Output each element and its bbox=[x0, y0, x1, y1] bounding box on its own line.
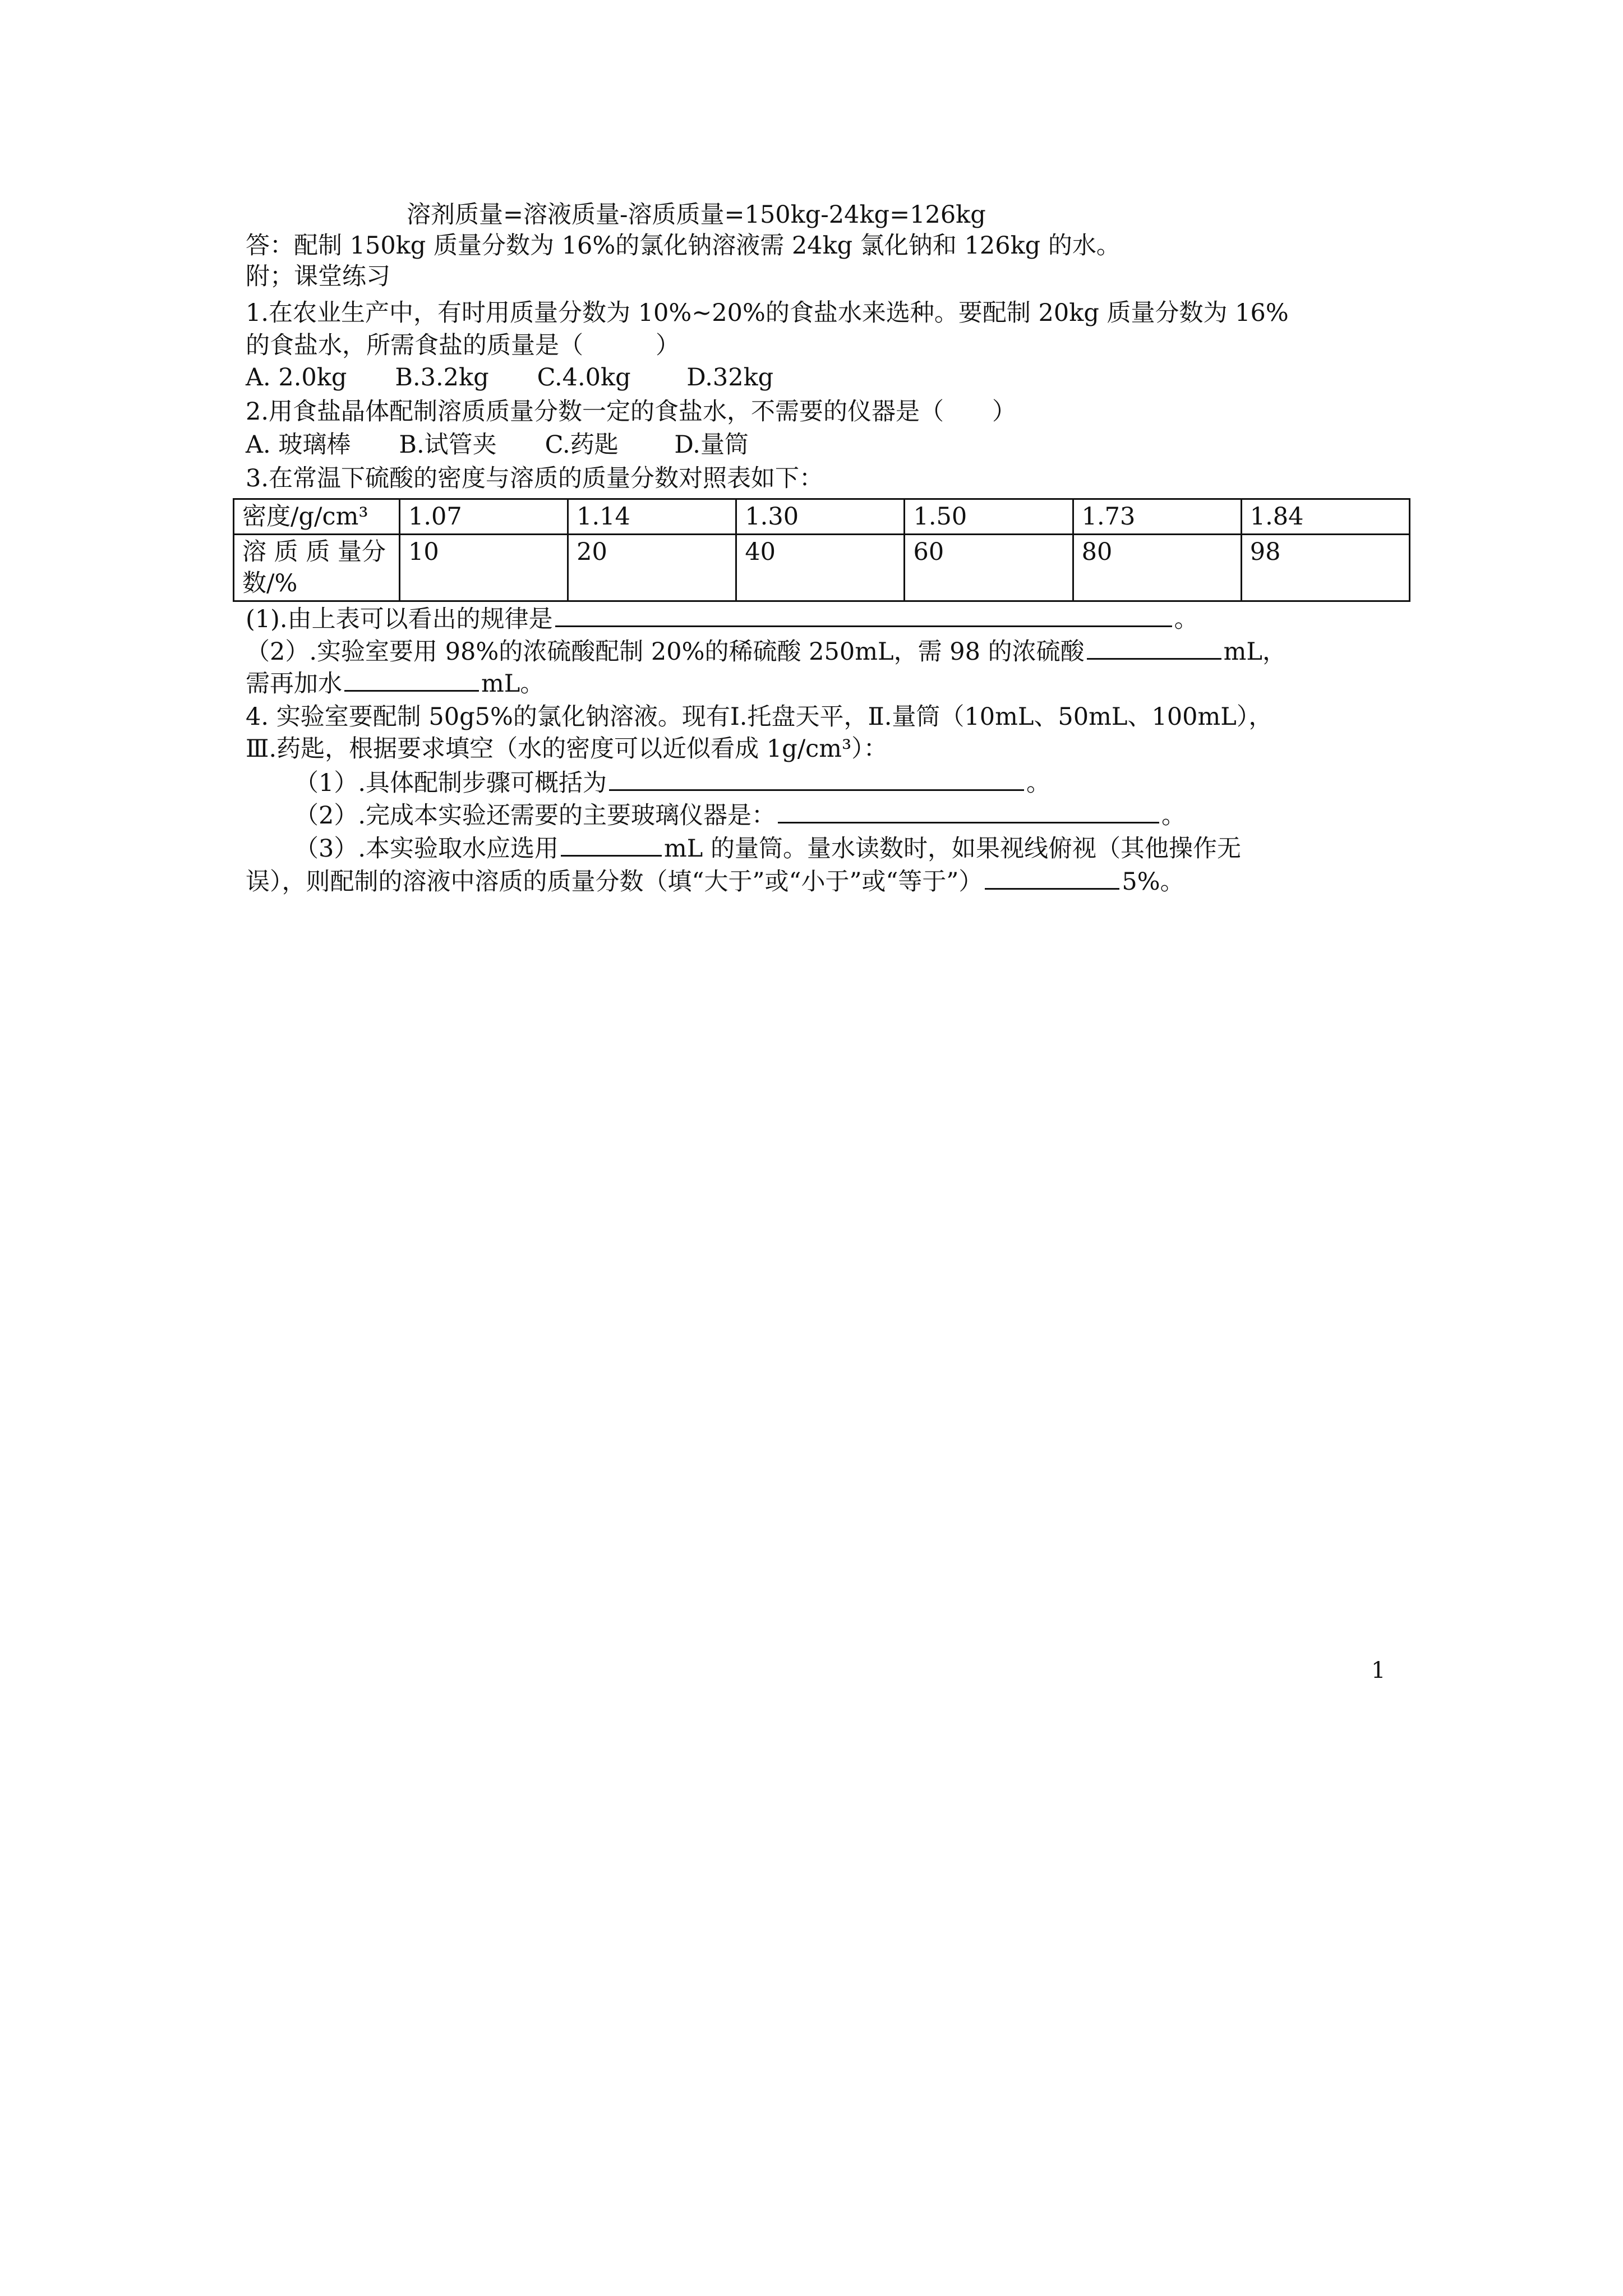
q2-text: 2.用食盐晶体配制溶质质量分数一定的食盐水，不需要的仪器是（ ） bbox=[246, 398, 1017, 426]
q1-options: A. 2.0kg B.3.2kg C.4.0kg D.32kg bbox=[246, 364, 774, 392]
density-table bbox=[233, 498, 1410, 602]
table-row bbox=[234, 535, 1410, 601]
table-cell: 溶 质 质 量分数/% bbox=[234, 535, 400, 601]
q3-sub1 bbox=[246, 603, 1198, 635]
answer-blank[interactable] bbox=[344, 668, 479, 692]
q4-sub3-mid: mL 的量筒。量水读数时，如果视线俯视（其他操作无 bbox=[664, 835, 1242, 863]
q4-sub2-suffix: 。 bbox=[1161, 802, 1186, 830]
q3-sub2b-prefix: 需再加水 bbox=[246, 670, 342, 698]
answer-blank[interactable] bbox=[609, 767, 1024, 791]
table-cell: 40 bbox=[736, 535, 905, 601]
table-cell: 1.73 bbox=[1073, 499, 1241, 535]
q3-sub2-unit: mL， bbox=[1223, 638, 1287, 666]
table-cell: 60 bbox=[905, 535, 1073, 601]
solvent-mass-line: 溶剂质量=溶液质量-溶质质量=150kg-24kg=126kg bbox=[407, 201, 986, 229]
answer-blank[interactable] bbox=[985, 866, 1119, 890]
table-cell: 1.50 bbox=[905, 499, 1073, 535]
practice-title: 附；课堂练习 bbox=[246, 263, 390, 291]
q4-sub1-suffix: 。 bbox=[1026, 769, 1051, 797]
table-row bbox=[234, 499, 1410, 535]
q4-sub3 bbox=[294, 832, 1241, 864]
table-cell: 20 bbox=[568, 535, 736, 601]
q3-sub2b-unit: mL。 bbox=[481, 670, 545, 698]
answer-blank[interactable] bbox=[1087, 636, 1221, 660]
q4-intro-line2: Ⅲ.药匙，根据要求填空（水的密度可以近似看成 1g/cm³）： bbox=[246, 735, 888, 763]
table-cell: 98 bbox=[1241, 535, 1409, 601]
table-cell: 1.30 bbox=[736, 499, 905, 535]
q2-options: A. 玻璃棒 B.试管夹 C.药匙 D.量筒 bbox=[246, 431, 749, 459]
table-cell: 1.14 bbox=[568, 499, 736, 535]
page-number: 1 bbox=[1371, 1658, 1386, 1683]
q1-line2: 的食盐水，所需食盐的质量是（ ） bbox=[246, 332, 680, 360]
q3-sub1-suffix: 。 bbox=[1174, 605, 1198, 633]
table-cell: 1.07 bbox=[400, 499, 568, 535]
q3-sub2-prefix: （2）.实验室要用 98%的浓硫酸配制 20%的稀硫酸 250mL，需 98 的浓硫酸 bbox=[246, 638, 1085, 666]
q3-intro: 3.在常温下硫酸的密度与溶质的质量分数对照表如下： bbox=[246, 464, 824, 493]
table-cell: 1.84 bbox=[1241, 499, 1409, 535]
q4-sub1-prefix: （1）.具体配制步骤可概括为 bbox=[294, 769, 607, 797]
q4-sub3-prefix: （3）.本实验取水应选用 bbox=[294, 835, 559, 863]
answer-blank[interactable] bbox=[561, 832, 662, 857]
q3-sub2 bbox=[246, 636, 1287, 668]
q3-sub2b bbox=[246, 668, 544, 700]
answer-line: 答：配制 150kg 质量分数为 16%的氯化钠溶液需 24kg 氯化钠和 126kg 的水。 bbox=[246, 232, 1121, 260]
q4-sub3-line2-prefix: 误），则配制的溶液中溶质的质量分数（填“大于”或“小于”或“等于”） bbox=[246, 868, 983, 896]
q4-sub3-line2-suffix: 5%。 bbox=[1122, 868, 1184, 896]
q4-sub2 bbox=[294, 799, 1186, 831]
q4-intro-line1: 4. 实验室要配制 50g5%的氯化钠溶液。现有Ⅰ.托盘天平，Ⅱ.量筒（10mL、50mL、100mL）， bbox=[246, 703, 1273, 731]
table-cell: 10 bbox=[400, 535, 568, 601]
answer-blank[interactable] bbox=[555, 603, 1172, 627]
q3-sub1-prefix: (1).由上表可以看出的规律是 bbox=[246, 605, 553, 633]
answer-blank[interactable] bbox=[778, 799, 1159, 823]
table-cell: 密度/g/cm³ bbox=[234, 499, 400, 535]
q4-sub1 bbox=[294, 767, 1050, 799]
q4-sub3-line2 bbox=[246, 866, 1184, 898]
q1-line1: 1.在农业生产中，有时用质量分数为 10%~20%的食盐水来选种。要配制 20kg 质量分数为 16% bbox=[246, 299, 1289, 327]
table-cell: 80 bbox=[1073, 535, 1241, 601]
q4-sub2-prefix: （2）.完成本实验还需要的主要玻璃仪器是： bbox=[294, 802, 776, 830]
